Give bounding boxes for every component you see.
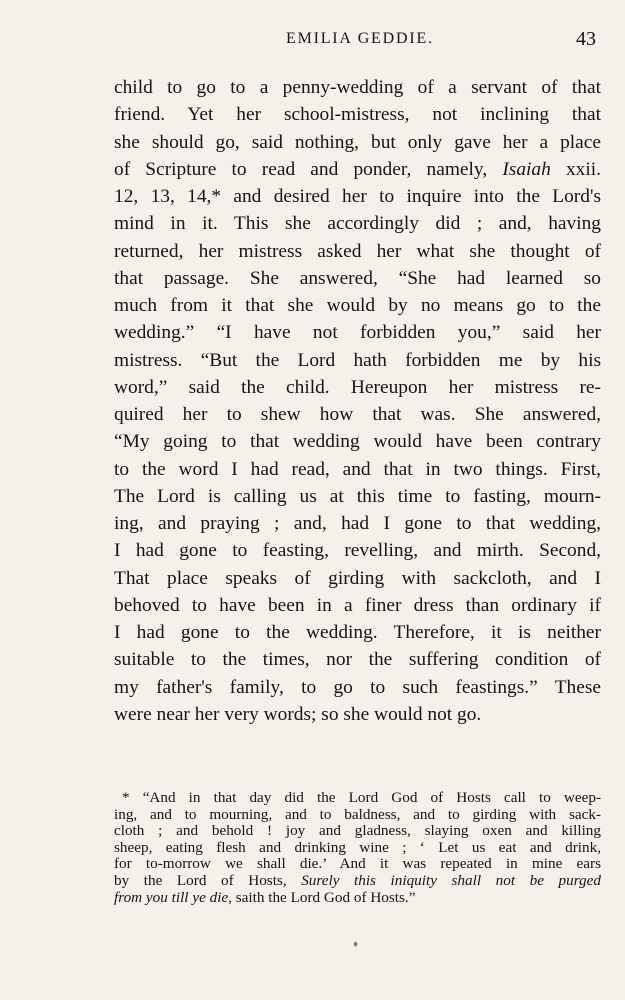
running-head	[0, 28, 625, 52]
body-line: 12, 13, 14,* and desired her to inquire into the Lord's	[114, 186, 601, 207]
footnote-line: sheep, eating flesh and drinking wine ; ‘ Let us eat and drink,	[114, 838, 601, 856]
footnote-line: for to-morrow we shall die.’ And it was repeated in mine ears	[114, 855, 601, 873]
body-line: were near her very words; so she would not go.	[114, 703, 482, 725]
body-line: child to go to a penny-wedding of a servant of that	[114, 77, 601, 98]
body-line: returned, her mistress asked her what she thought of	[114, 240, 601, 262]
scripture-reference: Isaiah	[502, 158, 551, 180]
footnote-line: ing, and to mourning, and to baldness, and to girding with sack-	[114, 805, 601, 823]
page-number: 43	[576, 28, 596, 50]
footnote-italic-quote: from you till ye die	[114, 888, 229, 906]
body-line: behoved to have been in a finer dress than ordinary if	[114, 594, 601, 616]
body-line: The Lord is calling us at this time to fasting, mourn-	[114, 485, 601, 507]
footnote-italic-quote: Surely this iniquity shall not be purged	[301, 871, 601, 889]
body-line: I had gone to feasting, revelling, and mirth. Second,	[114, 540, 601, 562]
body-line: she should go, said nothing, but only gave her a place	[114, 131, 601, 153]
body-line: much from it that she would by no means go to the	[114, 295, 601, 316]
body-line	[114, 156, 601, 183]
body-line: to the word I had read, and that in two things. First,	[114, 458, 601, 480]
body-line: quired her to shew how that was. She answered,	[114, 404, 601, 425]
body-line: wedding.” “I have not forbidden you,” said her	[114, 322, 601, 344]
body-text	[114, 74, 601, 728]
footnote-line	[114, 873, 601, 890]
footnote-line	[114, 890, 601, 907]
footnote-line: * “And in that day did the Lord God of Hosts call to weep-	[122, 789, 601, 806]
body-line: I had gone to the wedding. Therefore, it is neither	[114, 622, 601, 643]
footnote	[114, 790, 601, 906]
body-line: ing, and praying ; and, had I gone to that wedding,	[114, 513, 601, 534]
body-line-text: xxii.	[550, 158, 601, 180]
body-line: word,” said the child. Hereupon her mistress re-	[114, 376, 601, 398]
body-line: friend. Yet her school-mistress, not inclining that	[114, 104, 601, 126]
printer-ornament: ♦	[352, 940, 360, 949]
footnote-line: cloth ; and behold ! joy and gladness, slaying oxen and killing	[114, 822, 601, 840]
footnote-line-text: , saith the Lord God of Hosts.”	[228, 888, 416, 906]
body-line: that passage. She answered, “She had learned so	[114, 267, 601, 289]
body-line: suitable to the times, nor the suffering condition of	[114, 649, 601, 671]
body-line: “My going to that wedding would have been contrary	[114, 431, 601, 453]
body-line: mind in it. This she accordingly did ; and, having	[114, 213, 601, 235]
footnote-line-text: by the Lord of Hosts,	[114, 871, 302, 889]
body-line: my father's family, to go to such feastings.” These	[114, 676, 601, 698]
body-line: That place speaks of girding with sackcloth, and I	[114, 567, 601, 589]
running-title: EMILIA GEDDIE.	[286, 30, 434, 47]
body-line-text: of Scripture to read and ponder, namely,	[114, 158, 503, 180]
body-line: mistress. “But the Lord hath forbidden me by his	[114, 349, 601, 371]
